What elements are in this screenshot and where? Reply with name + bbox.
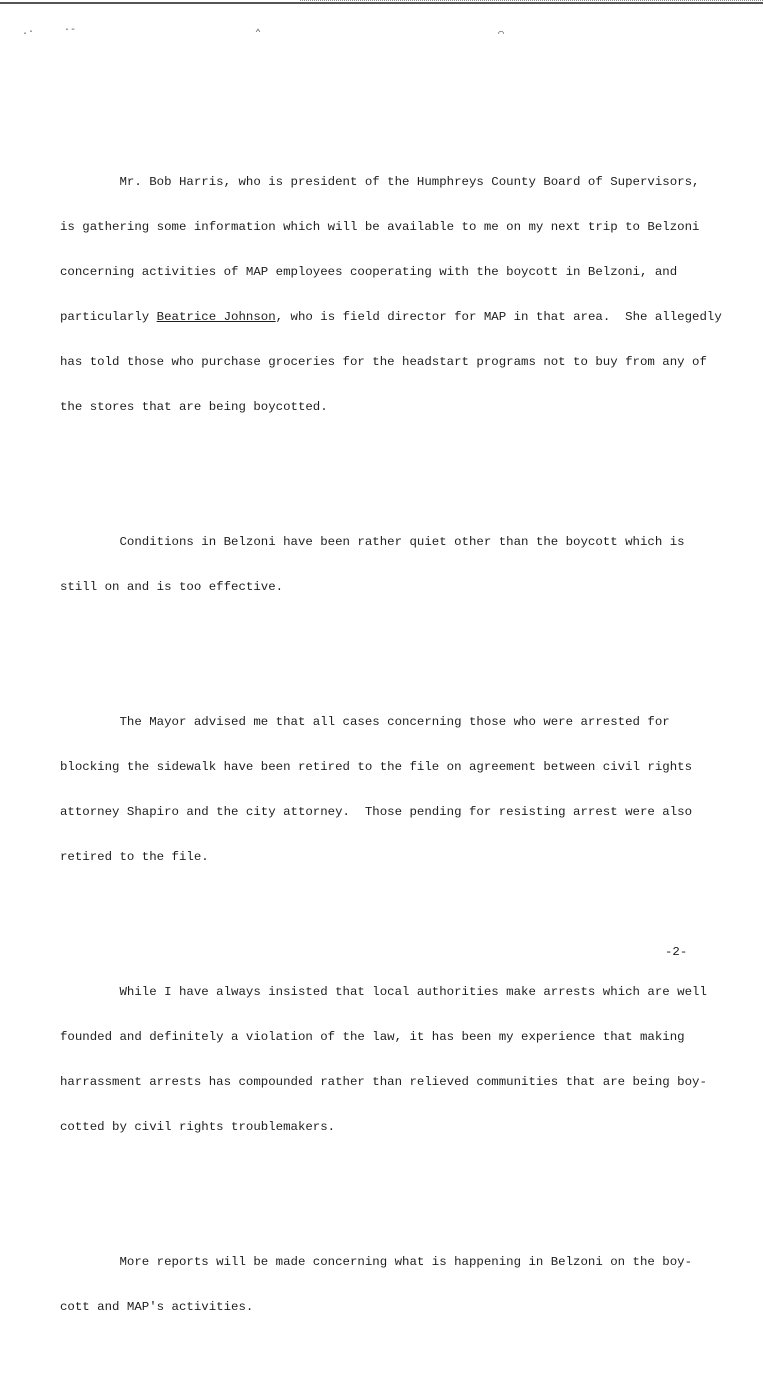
scan-speck: ⌃: [255, 29, 262, 40]
paragraph-3: [60, 685, 740, 895]
text-line: has told those who purchase groceries for the headstart programs not to buy from any of: [60, 355, 707, 369]
text-line: retired to the file.: [60, 850, 209, 864]
text-line: The Mayor advised me that all cases concerning those who were arrested for: [60, 715, 670, 729]
text-line: More reports will be made concerning what is happening in Belzoni on the boy-: [60, 1255, 693, 1269]
text-line: Conditions in Belzoni have been rather quiet other than the boycott which is: [60, 535, 685, 549]
text-line: Mr. Bob Harris, who is president of the Humphreys County Board of Supervisors,: [60, 175, 700, 189]
text-line: While I have always insisted that local authorities make arrests which are well: [60, 985, 707, 999]
scan-speck: ⌒: [498, 29, 505, 40]
paragraph-5: [60, 1225, 740, 1345]
paragraph-4: [60, 955, 740, 1165]
page-number: -2-: [665, 945, 688, 959]
text-fragment: , who is field director for MAP in that area. She allegedly: [275, 310, 722, 324]
text-line: harrassment arrests has compounded rather than relieved communities that are being boy-: [60, 1075, 707, 1089]
text-line: attorney Shapiro and the city attorney. Those pending for resisting arrest were also: [60, 805, 693, 819]
text-line: concerning activities of MAP employees cooperating with the boycott in Belzoni, and: [60, 265, 678, 279]
text-line: still on and is too effective.: [60, 580, 284, 594]
text-fragment: particularly: [60, 310, 157, 324]
text-line: [60, 310, 740, 325]
scan-speck: .·: [22, 27, 35, 38]
text-line: cott and MAP's activities.: [60, 1300, 254, 1314]
paragraph-1: [60, 145, 740, 445]
top-rule-perforation: [300, 0, 763, 3]
scan-speck: ·‐: [64, 25, 77, 36]
text-line: the stores that are being boycotted.: [60, 400, 328, 414]
text-line: is gathering some information which will be available to me on my next trip to Belzoni: [60, 220, 700, 234]
text-line: founded and definitely a violation of the law, it has been my experience that making: [60, 1030, 685, 1044]
text-line: cotted by civil rights troublemakers.: [60, 1120, 336, 1134]
underlined-name: Beatrice Johnson: [156, 310, 276, 324]
paragraph-2: [60, 505, 740, 625]
letter-body: [60, 100, 740, 1390]
text-line: blocking the sidewalk have been retired to the file on agreement between civil rights: [60, 760, 693, 774]
